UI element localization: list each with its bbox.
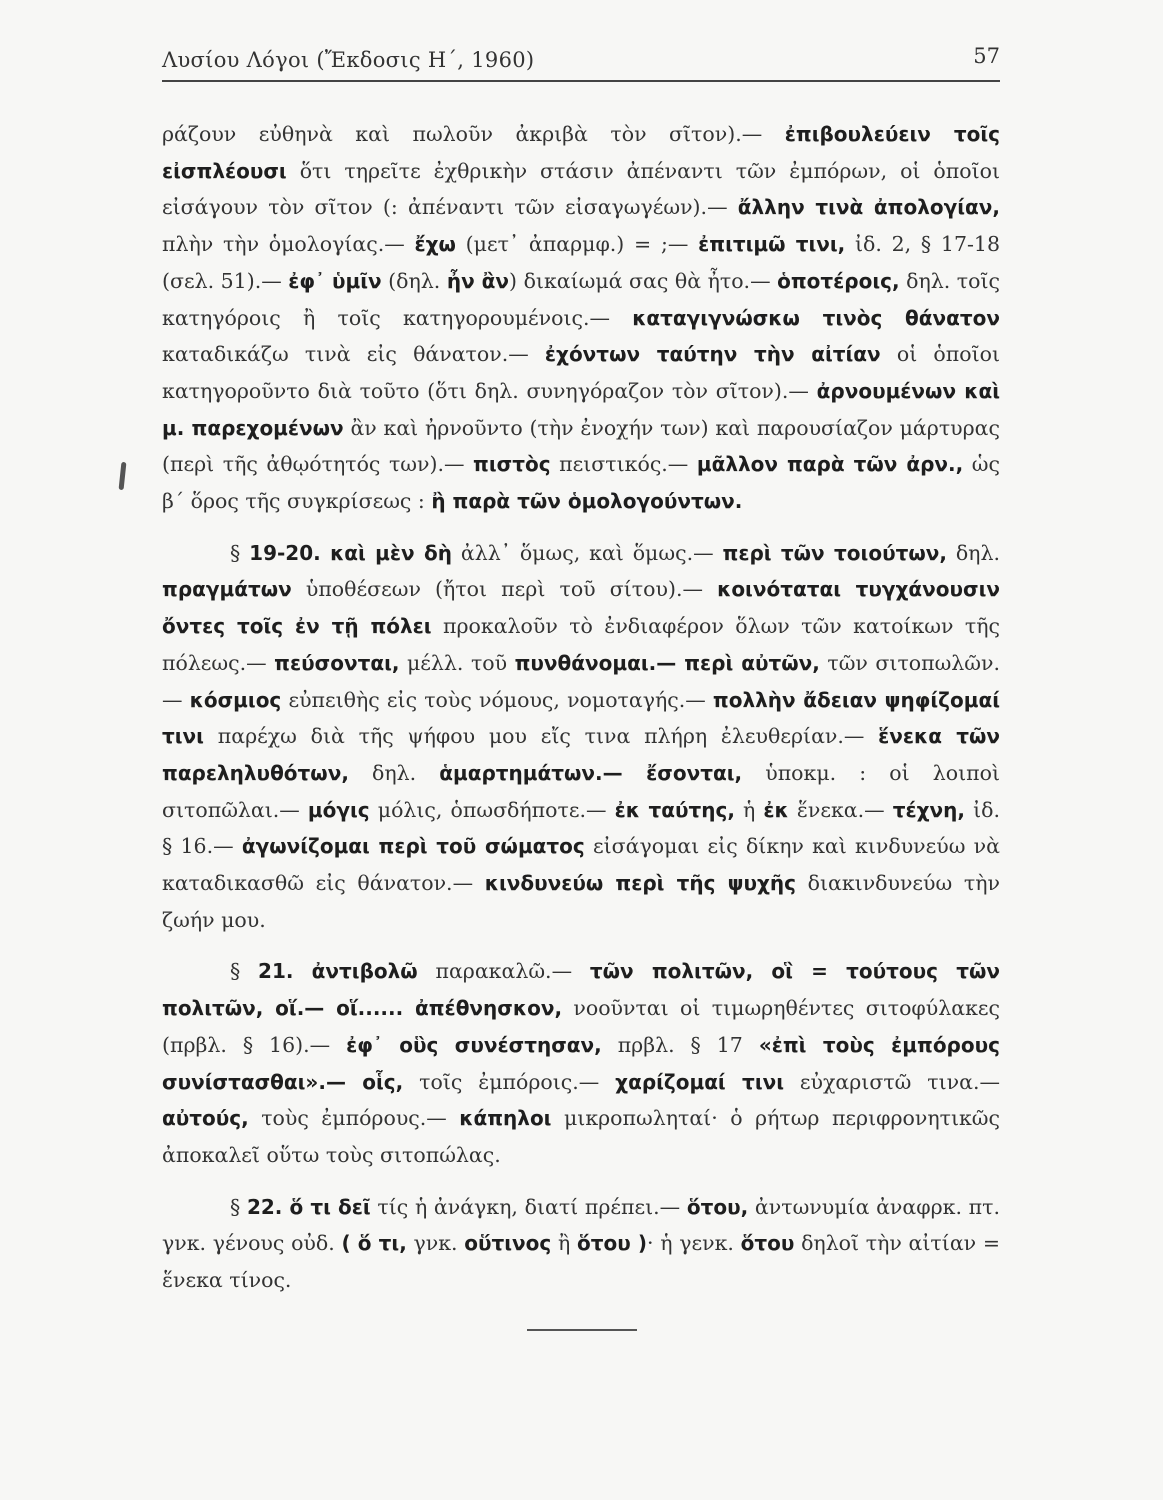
- lemma-term: πραγμάτων: [162, 577, 292, 602]
- paragraph-section-21: [162, 953, 1000, 1173]
- gloss-text: πρβλ. § 17: [601, 1032, 759, 1057]
- lemma-term: ( ὅ τι,: [341, 1231, 407, 1256]
- gloss-text: ἕνεκα.—: [788, 797, 893, 822]
- gloss-text: §: [230, 1194, 247, 1219]
- lemma-term: κινδυνεύω περὶ τῆς ψυχῆς: [484, 871, 796, 896]
- gloss-text: ἂν καὶ ἠρνοῦντο (τὴν ἐνοχήν των) καὶ παρουσίαζον μάρτυρας (περὶ τῆς ἀθῳότητός των).—: [162, 415, 1000, 477]
- gloss-text: ἀντωνυμία ἀναφρκ. πτ. γνκ. γένους οὐδ.: [162, 1194, 1000, 1256]
- lemma-term: τέχνη,: [892, 797, 965, 822]
- gloss-text: ἢ: [551, 1231, 577, 1256]
- lemma-term: πιστὸς: [473, 452, 551, 477]
- gloss-text: ὅτι τηρεῖτε ἐχθρικὴν στάσιν ἀπέναντι τῶν ἐμπόρων, οἱ ὁποῖοι εἰσάγουν τὸν σῖτον (: ἀπέναντι τῶν εἰσαγωγέων).—: [162, 158, 1000, 220]
- lemma-term: περὶ τῶν τοιούτων,: [722, 540, 947, 565]
- lemma-term: μᾶλλον παρὰ τῶν ἀρν.,: [696, 452, 964, 477]
- lemma-term: 19-20. καὶ μὲν δὴ: [249, 540, 452, 565]
- gloss-text: ἰδ. 2, § 17-18 (σελ. 51).—: [162, 232, 1001, 293]
- lemma-term: ἐκ: [763, 797, 789, 822]
- gloss-text: (δηλ.: [381, 268, 447, 293]
- gloss-text: δηλ.: [348, 760, 440, 785]
- gloss-text: μικροπωληταί· ὁ ρήτωρ περιφρονητικῶς ἀποκαλεῖ οὕτω τοὺς σιτοπώλας.: [162, 1106, 1001, 1167]
- lemma-term: χαρίζομαί τινι: [615, 1069, 785, 1094]
- gloss-text: μόλις, ὁπωσδήποτε.—: [369, 797, 615, 822]
- lemma-term: καταγιγνώσκω τινὸς θάνατον: [632, 305, 1000, 330]
- lemma-term: μόγις: [307, 797, 370, 822]
- gloss-text: τοὺς ἐμπόρους.—: [248, 1106, 460, 1131]
- running-header: [162, 40, 1000, 80]
- lemma-term: «ἐπὶ τοὺς ἐμπόρους συνίστασθαι».— οἷς,: [162, 1032, 1000, 1094]
- gloss-text: δηλ. τοῖς κατηγόροις ἢ τοῖς κατηγορουμένοις.—: [162, 268, 1000, 330]
- lemma-term: ἄλλην τινὰ ἀπολογίαν,: [737, 195, 1000, 220]
- lemma-term: κάπηλοι: [459, 1106, 552, 1131]
- gloss-text: μέλλ. τοῦ: [399, 650, 515, 675]
- gloss-text: ὑποκμ. : οἱ λοιποὶ σιτοπῶλαι.—: [162, 760, 1000, 822]
- gloss-text: ὑποθέσεων (ἤτοι περὶ τοῦ σίτου).—: [291, 577, 718, 602]
- lemma-term: ἢ παρὰ τῶν ὁμολογούντων.: [431, 489, 743, 514]
- gloss-text: εὐχαριστῶ τινα.—: [784, 1069, 1000, 1094]
- gloss-text: τῶν σιτοπωλῶν.—: [162, 650, 1000, 712]
- gloss-text: προκαλοῦν τὸ ἐνδιαφέρον ὅλων τῶν κατοίκων τῆς πόλεως.—: [162, 614, 1000, 675]
- lemma-term: πεύσονται,: [274, 650, 400, 675]
- lemma-term: 22. ὅ τι δεῖ: [246, 1194, 371, 1219]
- commentary-text: [162, 116, 1000, 1299]
- lemma-term: πολλὴν ἄδειαν ψηφίζομαί τινι: [162, 687, 1000, 749]
- gloss-text: καταδικάζω τινὰ εἰς θάνατον.—: [162, 342, 545, 367]
- lemma-term: πυνθάνομαι.— περὶ αὐτῶν,: [514, 650, 820, 675]
- gloss-text: εἰσάγομαι εἰς δίκην καὶ κινδυνεύω νὰ καταδικασθῶ εἰς θάνατον.—: [162, 834, 1000, 896]
- lemma-term: ἦν ἂν: [446, 268, 510, 293]
- page-number: 57: [973, 44, 1000, 68]
- lemma-term: ἁμαρτημάτων.— ἔσονται,: [439, 760, 743, 785]
- lemma-term: 21. ἀντιβολῶ: [258, 959, 418, 984]
- gloss-text: ) δικαίωμά σας θὰ ἦτο.—: [509, 268, 778, 293]
- gloss-text: ἀλλ᾽ ὅμως, καὶ ὅμως.—: [451, 540, 723, 565]
- lemma-term: ἐκ ταύτης,: [614, 797, 735, 822]
- margin-pencil-mark: [119, 462, 127, 490]
- header-title: Λυσίου Λόγοι (Ἔκδοσις Η΄, 1960): [162, 48, 535, 72]
- lemma-term: ἐφ᾽ ὑμῖν: [288, 268, 382, 293]
- gloss-text: πλὴν τὴν ὁμολογίας.—: [162, 232, 415, 257]
- lemma-term: ἐπιβουλεύειν τοῖς εἰσπλέουσι: [162, 122, 1000, 183]
- gloss-text: οἱ ὁποῖοι κατηγοροῦντο διὰ τοῦτο (ὅτι δηλ. συνηγόραζον τὸν σῖτον).—: [162, 342, 1000, 403]
- paragraph-continuation: [162, 116, 1000, 520]
- gloss-text: τοῖς ἐμπόροις.—: [403, 1069, 616, 1094]
- gloss-text: παρακαλῶ.—: [417, 959, 590, 984]
- gloss-text: §: [230, 540, 250, 565]
- end-rule: [527, 1329, 637, 1331]
- gloss-text: ἰδ. § 16.—: [162, 797, 1000, 859]
- gloss-text: ἡ: [734, 797, 764, 822]
- lemma-term: ἀγωνίζομαι περὶ τοῦ σώματος: [241, 834, 585, 859]
- lemma-term: κόσμιος: [189, 687, 282, 712]
- lemma-term: ἐχόντων ταύτην τὴν αἰτίαν: [544, 342, 881, 367]
- gloss-text: παρέχω διὰ τῆς ψήφου μου εἴς τινα πλήρη ἐλευθερίαν.—: [203, 724, 879, 749]
- lemma-term: οὕτινος: [464, 1231, 552, 1256]
- gloss-text: (μετ᾽ ἀπαρμφ.) = ;—: [455, 232, 699, 257]
- paragraph-section-19-20: [162, 535, 1000, 939]
- gloss-text: πειστικός.—: [550, 452, 697, 477]
- gloss-text: γνκ.: [406, 1231, 465, 1256]
- gloss-text: ὡς β΄ ὅρος τῆς συγκρίσεως :: [162, 452, 1000, 514]
- gloss-text: ράζουν εὐθηνὰ καὶ πωλοῦν ἀκριβὰ τὸν σῖτον).—: [162, 122, 785, 146]
- paragraph-section-22: [162, 1189, 1000, 1299]
- gloss-text: εὐπειθὴς εἰς τοὺς νόμους, νομοταγής.—: [281, 687, 713, 712]
- gloss-text: διακινδυνεύω τὴν ζωήν μου.: [162, 871, 1000, 932]
- lemma-term: ὅτου,: [686, 1194, 749, 1219]
- gloss-text: νοοῦνται οἱ τιμωρηθέντες σιτοφύλακες (πρβλ. § 16).—: [162, 996, 1000, 1057]
- lemma-term: ἀρνουμένων καὶ μ. παρεχομένων: [162, 378, 1000, 440]
- gloss-text: §: [230, 959, 259, 984]
- lemma-term: ὅτου ): [576, 1231, 648, 1256]
- gloss-text: · ἡ γενκ.: [647, 1231, 741, 1256]
- lemma-term: ὁποτέροις,: [777, 268, 900, 293]
- lemma-term: ἕνεκα τῶν παρεληλυθότων,: [162, 724, 1000, 785]
- gloss-text: δηλ.: [946, 540, 1000, 565]
- lemma-term: ἐφ᾽ οὓς συνέστησαν,: [346, 1032, 602, 1057]
- header-rule: [162, 80, 1000, 82]
- lemma-term: ἐπιτιμῶ τινι,: [698, 232, 846, 257]
- lemma-term: τῶν πολιτῶν, οἳ = τούτους τῶν πολιτῶν, οἵ.— οἵ...... ἀπέθνησκον,: [162, 959, 1000, 1021]
- gloss-text: δηλοῖ τὴν αἰτίαν = ἕνεκα τίνος.: [162, 1231, 1001, 1293]
- lemma-term: κοινόταται τυγχάνουσιν ὄντες τοῖς ἐν τῇ πόλει: [162, 577, 1000, 639]
- lemma-term: ὅτου: [740, 1231, 795, 1256]
- lemma-term: ἔχω: [414, 232, 456, 257]
- lemma-term: αὐτούς,: [162, 1106, 249, 1131]
- gloss-text: τίς ἡ ἀνάγκη, διατί πρέπει.—: [370, 1194, 687, 1219]
